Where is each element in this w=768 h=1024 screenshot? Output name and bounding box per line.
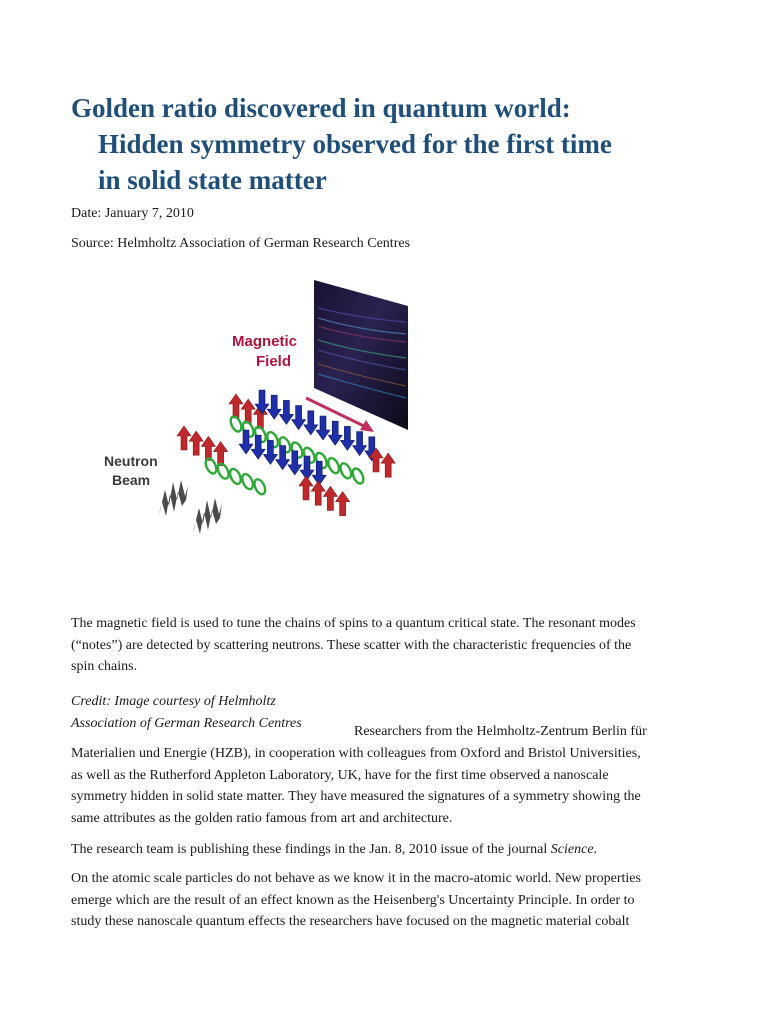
body-p2-end: . bbox=[593, 842, 598, 857]
spin-spiral bbox=[240, 472, 255, 490]
body-p1-line-1: Materialien und Energie (HZB), in cooperation with colleagues from Oxford and Bristol Universities, bbox=[71, 746, 641, 761]
spin-down-arrow bbox=[316, 416, 330, 440]
body-paragraph-1 bbox=[71, 743, 691, 829]
spin-down-arrow bbox=[276, 446, 290, 470]
body-p1-line-4: same attributes as the golden ratio famous from art and architecture. bbox=[71, 810, 453, 826]
spin-down-arrow bbox=[353, 432, 367, 456]
spin-up-arrow bbox=[381, 453, 395, 477]
spin-up-arrow bbox=[323, 486, 337, 510]
credit-line-2: Association of German Research Centres bbox=[71, 716, 302, 731]
spin-down-arrow bbox=[279, 400, 293, 424]
body-p3-line-2: emerge which are the result of an effect known as the Heisenberg's Uncertainty Principle. In order to bbox=[71, 892, 635, 908]
spin-spiral bbox=[216, 462, 231, 480]
spin-up-arrow bbox=[214, 442, 228, 466]
spin-down-arrow bbox=[312, 461, 326, 485]
neutron-beam-label-2: Beam bbox=[112, 472, 151, 488]
spin-spiral bbox=[338, 462, 353, 480]
spin-up-arrow bbox=[299, 476, 313, 500]
spin-down-arrow bbox=[288, 451, 302, 475]
credit-line-1: Credit: Image courtesy of Helmholtz bbox=[71, 694, 276, 709]
caption-line-1: The magnetic field is used to tune the chains of spins to a quantum critical state. The resonant modes bbox=[71, 616, 636, 631]
body-p3-line-1: On the atomic scale particles do not behave as we know it in the macro-atomic world. New properties bbox=[71, 871, 641, 886]
body-p3-line-3: study these nanoscale quantum effects the researchers have focused on the magnetic material cobalt bbox=[71, 914, 630, 929]
body-p1-line-2: as well as the Rutherford Appleton Laboratory, UK, have for the first time observed a nanoscale bbox=[71, 767, 609, 783]
body-paragraph-3 bbox=[71, 868, 691, 933]
spin-up-arrow bbox=[336, 492, 350, 516]
spin-spiral bbox=[351, 467, 366, 485]
figure-caption bbox=[71, 613, 691, 678]
spin-spiral bbox=[228, 467, 243, 485]
spin-spiral bbox=[204, 457, 219, 475]
title-line-1: Golden ratio discovered in quantum world: bbox=[71, 93, 571, 123]
title-line-2: Hidden symmetry observed for the first time bbox=[98, 129, 612, 159]
spin-down-arrow bbox=[300, 456, 314, 480]
body-paragraph-2 bbox=[71, 839, 691, 861]
article-title bbox=[71, 90, 721, 198]
spin-up-arrow bbox=[177, 426, 191, 450]
magnetic-field-label-2: Field bbox=[256, 353, 292, 370]
image-credit bbox=[71, 691, 302, 735]
spin-up-arrow bbox=[189, 431, 203, 455]
spin-down-arrow bbox=[263, 440, 277, 464]
neutron-beam-label-1: Neutron bbox=[104, 453, 158, 469]
spin-up-arrow bbox=[229, 394, 243, 418]
neutron-wave-packets bbox=[159, 480, 222, 534]
spin-down-arrow bbox=[292, 406, 306, 430]
spin-up-arrow bbox=[241, 399, 255, 423]
spin-up-arrow bbox=[311, 481, 325, 505]
spin-down-arrow bbox=[239, 430, 253, 454]
spin-down-arrow bbox=[251, 435, 265, 459]
spin-up-arrow bbox=[201, 436, 215, 460]
body-p2-text: The research team is publishing these findings in the Jan. 8, 2010 issue of the journal bbox=[71, 842, 551, 857]
body-p1-line-3: symmetry hidden in solid state matter. They have measured the signatures of a symmetry showing the bbox=[71, 789, 641, 804]
caption-line-2: (“notes”) are detected by scattering neutrons. These scatter with the characteristic frequencies of the bbox=[71, 637, 632, 653]
journal-name: Science bbox=[550, 842, 594, 857]
magnetic-field-label-1: Magnetic bbox=[232, 333, 298, 350]
article-source: Source: Helmholtz Association of German Research Centres bbox=[71, 236, 411, 251]
spin-spiral bbox=[229, 415, 244, 433]
spin-down-arrow bbox=[267, 395, 281, 419]
article-date: Date: January 7, 2010 bbox=[71, 206, 194, 221]
spin-spiral bbox=[252, 478, 267, 496]
title-line-3: in solid state matter bbox=[98, 165, 327, 195]
caption-line-3: spin chains. bbox=[71, 659, 138, 674]
spin-down-arrow bbox=[304, 411, 318, 435]
body-p1-first-line: Researchers from the Helmholtz-Zentrum Berlin für bbox=[354, 724, 647, 739]
spin-down-arrow bbox=[340, 426, 354, 450]
spin-down-arrow bbox=[328, 421, 342, 445]
spin-chain-figure bbox=[96, 278, 416, 540]
spin-spiral bbox=[326, 456, 341, 474]
